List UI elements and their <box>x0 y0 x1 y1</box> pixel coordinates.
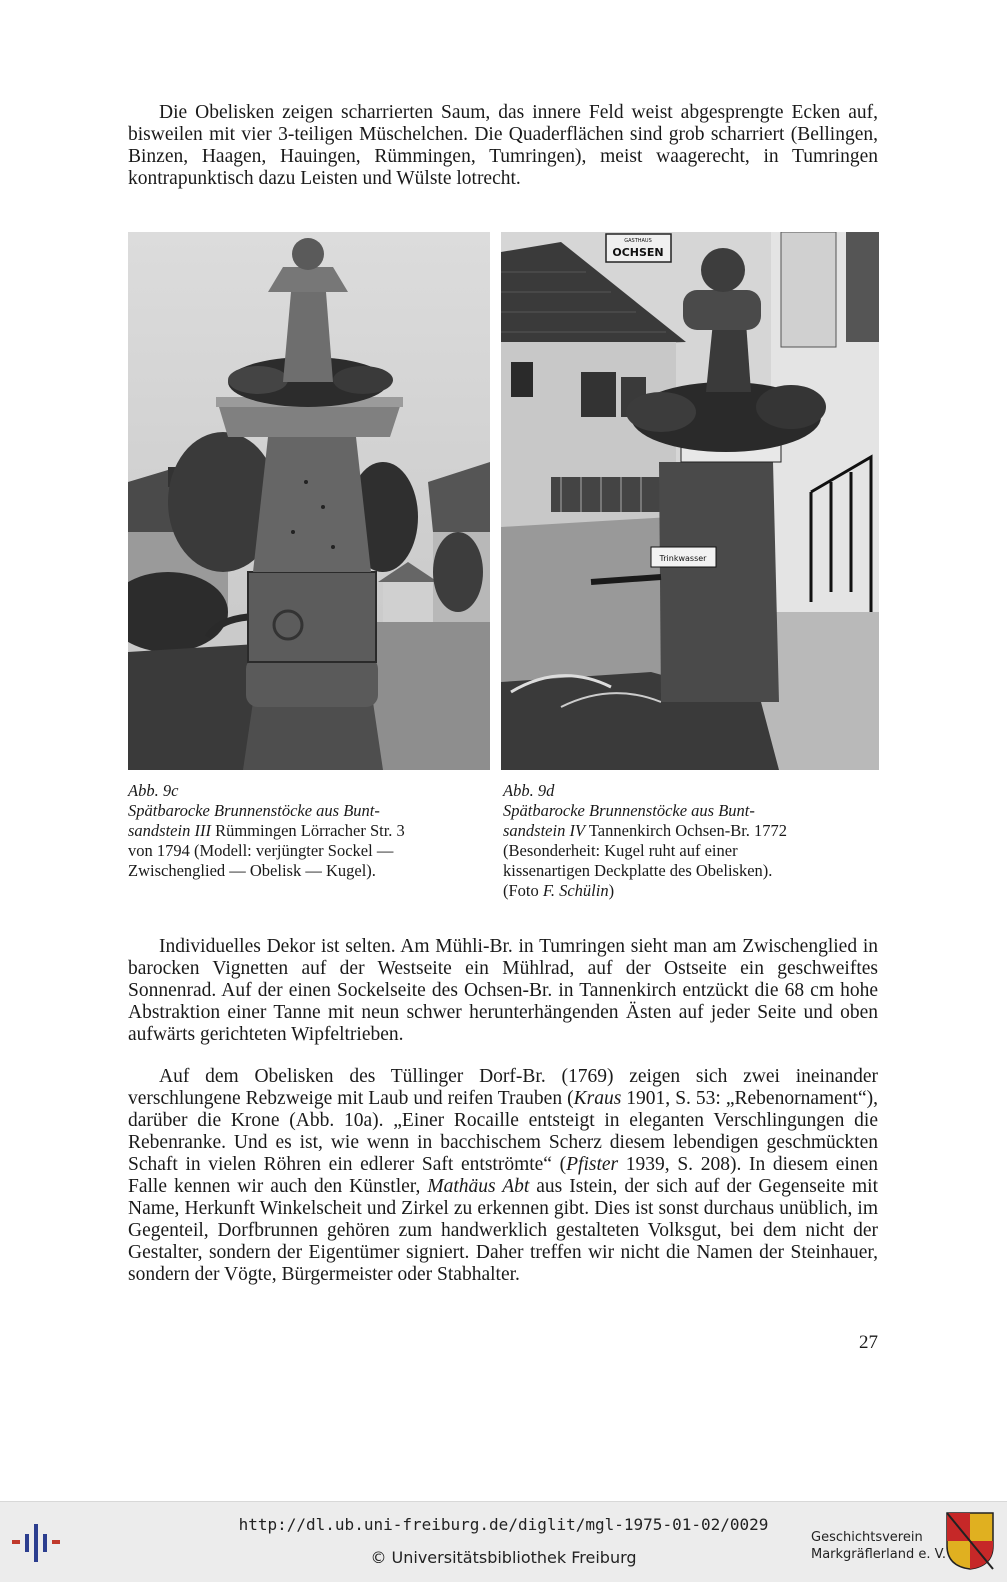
svg-text:GASTHAUS: GASTHAUS <box>624 238 652 244</box>
paragraph-3: Auf dem Obelisken des Tüllinger Dorf-Br. (1769) zeigen sich zwei ineinander verschlungene Rebzweige mit Laub und reifen Trauben (Kraus 1901, S. 53: „Rebenornament“), darüber die Krone (Abb. 10a). „Einer Rocaille entsteigt in eleganten Verschlingungen die Rebenranke. Und es ist, wie wenn in bacchischem Scherz diesem lebendigen geschmückten Schaft in vielen Röhren ein edlerer Saft entströmte“ (Pfister 1939, S. 208). In diesem einen Falle kennen wir auch den Künstler, Mathäus Abt aus Istein, der sich auf der Gegenseite mit Name, Herkunft Winkelscheit und Zirkel zu erkennen gibt. Dies ist sonst durchaus unüblich, im Gegenteil, Dorfbrunnen gehören zum handwerklich gestalteten Volksgut, bei dem nicht der Gestalter, sondern der Eigentümer signiert. Daher treffen wir nicht die Namen der Steinhauer, sondern der Vögte, Bürgermeister oder Stabhalter. <box>128 1066 879 1285</box>
photo-fountain-tannenkirch <box>501 232 879 770</box>
paragraph-1: Die Obelisken zeigen scharrierten Saum, das innere Feld weist abgesprengte Ecken auf, bisweilen mit vier 3-teiligen Müschelchen. Die Quaderflächen sind grob scharriert (Bellingen, Binzen, Haagen, Hauingen, Rümmingen, Tumringen), meist waagerecht, in Tumringen kontrapunktisch dazu Leisten und Wülste lotrecht. <box>128 102 878 189</box>
footer-bar <box>0 1501 1007 1582</box>
figure-label: Abb. 9d <box>503 781 555 800</box>
sign-ochsen: OCHSEN <box>612 246 664 259</box>
caption-abb-9c: Abb. 9c Spätbarocke Brunnenstöcke aus Bunt- sandstein III Rümmingen Lörracher Str. 3 von 1794 (Modell: verjüngter Sockel — Zwischenglied — Obelisk — Kugel). <box>128 781 480 881</box>
figure-label: Abb. 9c <box>128 781 179 800</box>
sign-trinkwasser: Trinkwasser <box>659 554 707 563</box>
footer-url-link[interactable]: http://dl.ub.uni-freiburg.de/diglit/mgl-1975-01-02/0029 <box>238 1515 769 1534</box>
paragraph-2: Individuelles Dekor ist selten. Am Mühli-Br. in Tumringen sieht man am Zwischenglied in barocken Vignetten auf der Westseite ein Mühlrad, auf der Ostseite ein geschweiftes Sonnenrad. Auf der einen Sockelseite des Ochsen-Br. in Tannenkirch entzückt die 68 cm hohe Abstraktion einer Tanne mit neun schwer herunterhängenden Ästen auf jeder Seite und oben aufwärts gerichteten Wipfeltrieben. <box>128 936 878 1045</box>
caption-abb-9d: Abb. 9d Spätbarocke Brunnenstöcke aus Bunt- sandstein IV Tannenkirch Ochsen-Br. 1772 (Besonderheit: Kugel ruht auf einer kissenartigen Deckplatte des Obelisken). (Foto F. Schülin) <box>503 781 875 901</box>
society-name: Geschichtsverein Markgräflerland e. V. <box>811 1530 946 1562</box>
photo-fountain-ruemmingen <box>128 232 490 770</box>
footer-copyright: © Universitätsbibliothek Freiburg <box>370 1548 637 1567</box>
page-number: 27 <box>859 1332 878 1353</box>
coat-of-arms-icon <box>945 1511 995 1571</box>
